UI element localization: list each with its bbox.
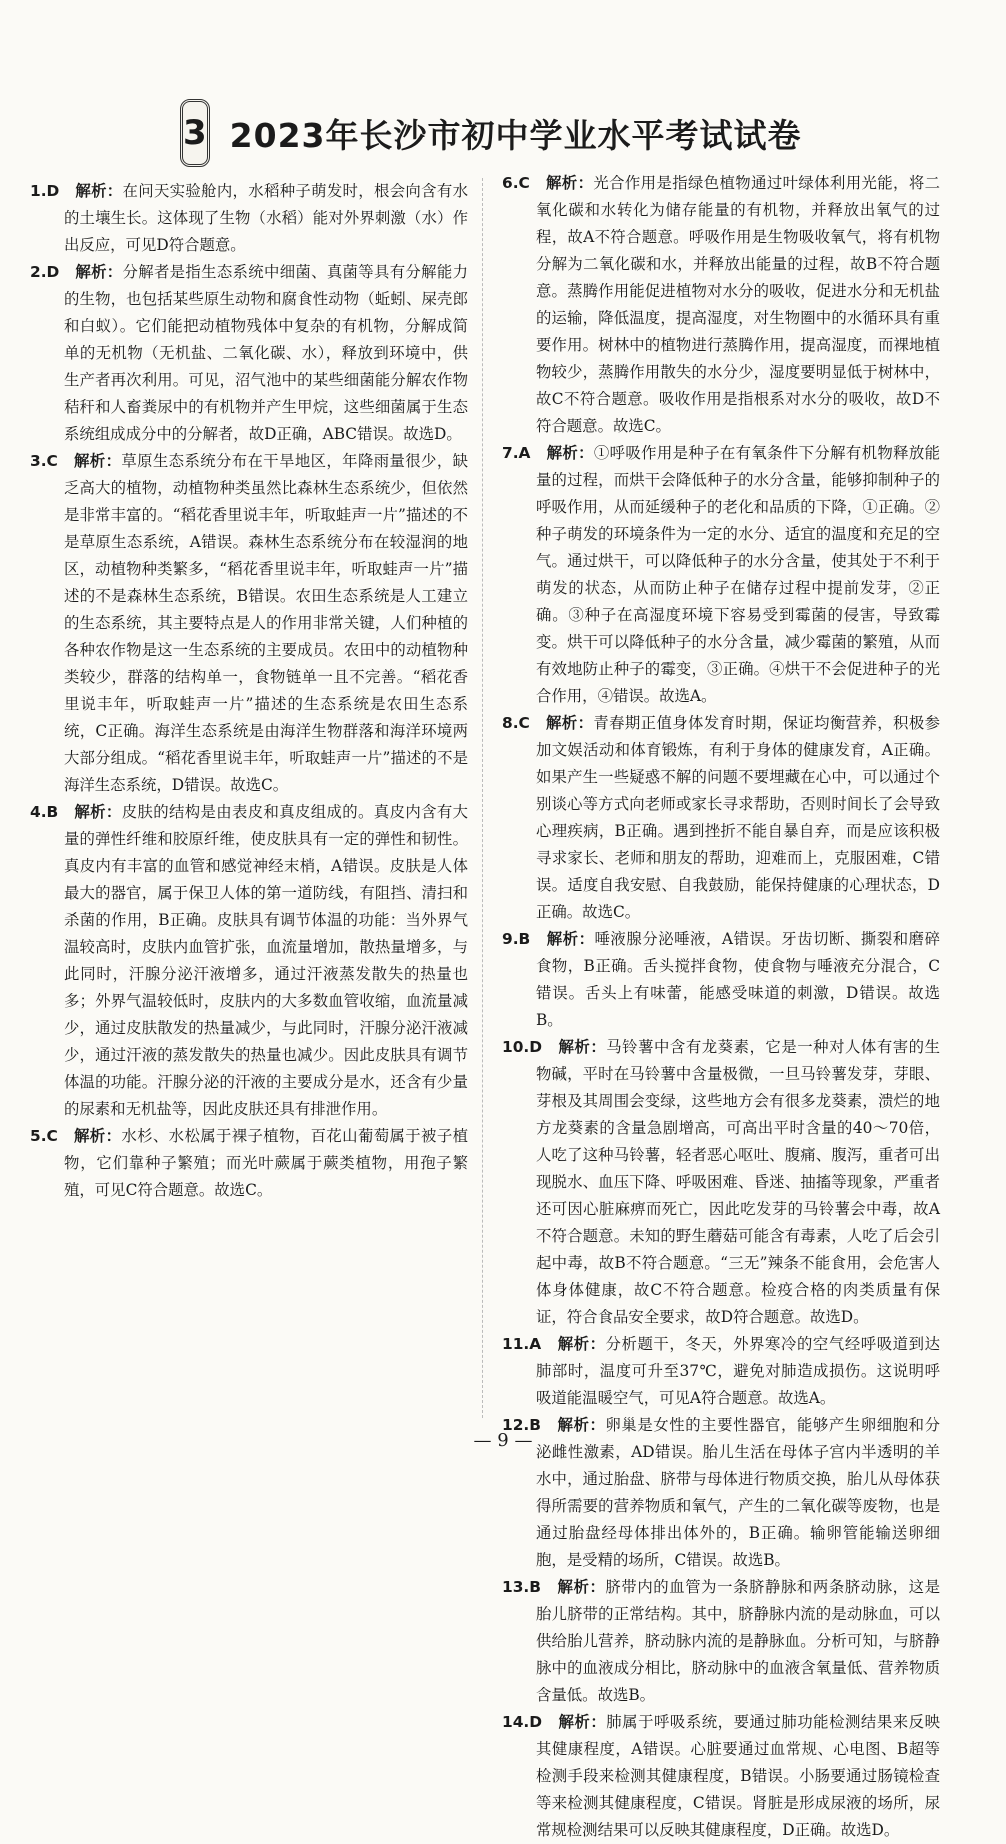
left-column [30, 178, 468, 1204]
item-number: 10.D [502, 1038, 559, 1056]
item-number: 13.B [502, 1578, 558, 1596]
answer-item-7 [502, 440, 940, 710]
item-number: 14.D [502, 1713, 559, 1731]
analysis-text: 在问天实验舱内，水稻种子萌发时，根会向含有水的土壤生长。这体现了生物（水稻）能对外界刺激（水）作出反应，可见D符合题意。 [64, 182, 468, 254]
analysis-label: 解析： [74, 803, 122, 821]
item-number: 11.A [502, 1335, 558, 1353]
answer-item-6 [502, 170, 940, 440]
item-number: 6.C [502, 174, 547, 192]
analysis-text: 青春期正值身体发育时期，保证均衡营养，积极参加文娱活动和体育锻炼，有利于身体的健康发育，A正确。如果产生一些疑惑不解的问题不要埋藏在心中，可以通过个别谈心等方式向老师或家长寻求帮助，否则时间长了会导致心理疾病，B正确。遇到挫折不能自暴自弃，而是应该积极寻求家长、老师和朋友的帮助，迎难而上，克服困难，C错误。适度自我安慰、自我鼓励，能保持健康的心理状态，D正确。故选C。 [536, 714, 940, 921]
answer-item-9 [502, 926, 940, 1034]
item-number: 4.B [30, 803, 75, 821]
analysis-text: 草原生态系统分布在干旱地区，年降雨量很少，缺乏高大的植物，动植物种类虽然比森林生态系统少，但依然是非常丰富的。“稻花香里说丰年，听取蛙声一片”描述的不是草原生态系统，A错误。森林生态系统分布在较湿润的地区，动植物种类繁多，“稻花香里说丰年，听取蛙声一片”描述的不是森林生态系统，B错误。农田生态系统是人工建立的生态系统，其主要特点是人的作用非常关键，人们种植的各种农作物是这一生态系统的主要成员。农田中的动植物种类较少，群落的结构单一，食物链单一且不完善。“稻花香里说丰年，听取蛙声一片”描述的生态系统是农田生态系统，C正确。海洋生态系统是由海洋生物群落和海洋环境两大部分组成。“稻花香里说丰年，听取蛙声一片”描述的不是海洋生态系统，D错误。故选C。 [64, 452, 468, 794]
analysis-text: 分解者是指生态系统中细菌、真菌等具有分解能力的生物，也包括某些原生动物和腐食性动物（蚯蚓、屎壳郎和白蚁）。它们能把动植物残体中复杂的有机物，分解成简单的无机物（无机盐、二氧化碳、水），释放到环境中，供生产者再次利用。可见，沼气池中的某些细菌能分解农作物秸秆和人畜粪尿中的有机物并产生甲烷，这些细菌属于生态系统组成成分中的分解者，故D正确，ABC错误。故选D。 [64, 263, 468, 443]
analysis-label: 解析： [557, 1335, 606, 1353]
item-number: 8.C [502, 714, 547, 732]
answer-item-2 [30, 259, 468, 448]
item-number: 3.C [30, 452, 75, 470]
analysis-label: 解析： [557, 1578, 606, 1596]
answer-item-3 [30, 448, 468, 799]
answer-item-10 [502, 1034, 940, 1331]
item-number: 2.D [30, 263, 76, 281]
analysis-text: 马铃薯中含有龙葵素，它是一种对人体有害的生物碱，平时在马铃薯中含量极微，一旦马铃薯发芽，芽眼、芽根及其周围会变绿，这些地方会有很多龙葵素，溃烂的地方龙葵素的含量急剧增高，可高出平时含量的40～70倍，人吃了这种马铃薯，轻者恶心呕吐、腹痛、腹泻，重者可出现脱水、血压下降、呼吸困难、昏迷、抽搐等现象，严重者还可因心脏麻痹而死亡，因此吃发芽的马铃薯会中毒，故A不符合题意。未知的野生蘑菇可能含有毒素，人吃了后会引起中毒，故B不符合题意。“三无”辣条不能食用，会危害人体身体健康，故C不符合题意。检疫合格的肉类质量有保证，符合食品安全要求，故D符合题意。故选D。 [536, 1038, 940, 1326]
item-number: 12.B [502, 1416, 558, 1434]
analysis-text: 唾液腺分泌唾液，A错误。牙齿切断、撕裂和磨碎食物，B正确。舌头搅拌食物，使食物与唾液充分混合，C错误。舌头上有味蕾，能感受味道的刺激，D错误。故选B。 [536, 930, 940, 1029]
item-number: 1.D [30, 182, 76, 200]
answer-item-5 [30, 1123, 468, 1204]
page-title: 2023年长沙市初中学业水平考试试卷 [229, 115, 802, 155]
answer-item-11 [502, 1331, 940, 1412]
answer-item-8 [502, 710, 940, 926]
answer-item-13 [502, 1574, 940, 1709]
item-number: 5.C [30, 1127, 75, 1145]
right-column [502, 170, 940, 1844]
item-number: 9.B [502, 930, 547, 948]
analysis-text: 水杉、水松属于裸子植物，百花山葡萄属于被子植物，它们靠种子繁殖；而光叶蕨属于蕨类植物，用孢子繁殖，可见C符合题意。故选C。 [64, 1127, 468, 1199]
analysis-text: 卵巢是女性的主要性器官，能够产生卵细胞和分泌雌性激素，AD错误。胎儿生活在母体子宫内半透明的羊水中，通过胎盘、脐带与母体进行物质交换，胎儿从母体获得所需要的营养物质和氧气，产生的二氧化碳等废物，也是通过胎盘经母体排出体外的，B正确。输卵管能输送卵细胞，是受精的场所，C错误。故选B。 [536, 1416, 940, 1569]
page-footer: — 9 — [473, 1430, 533, 1451]
analysis-label: 解析： [546, 714, 594, 732]
item-number: 7.A [502, 444, 547, 462]
analysis-label: 解析： [558, 1713, 607, 1731]
analysis-text: 分析题干，冬天，外界寒冷的空气经呼吸道到达肺部时，温度可升至37℃，避免对肺造成损伤。这说明呼吸道能温暖空气，可见A符合题意。故选A。 [536, 1335, 940, 1407]
analysis-text: 脐带内的血管为一条脐静脉和两条脐动脉，这是胎儿脐带的正常结构。其中，脐静脉内流的是动脉血，可以供给胎儿营养，脐动脉内流的是静脉血。分析可知，与脐静脉中的血液成分相比，脐动脉中的血液含氧量低、营养物质含量低。故选B。 [536, 1578, 940, 1704]
analysis-text: ①呼吸作用是种子在有氧条件下分解有机物释放能量的过程，而烘干会降低种子的水分含量，能够抑制种子的呼吸作用，从而延缓种子的老化和品质的下降，①正确。②种子萌发的环境条件为一定的水分、适宜的温度和充足的空气。通过烘干，可以降低种子的水分含量，使其处于不利于萌发的状态，从而防止种子在储存过程中提前发芽，②正确。③种子在高湿度环境下容易受到霉菌的侵害，导致霉变。烘干可以降低种子的水分含量，减少霉菌的繁殖，从而有效地防止种子的霉变，③正确。④烘干不会促进种子的光合作用，④错误。故选A。 [536, 444, 940, 705]
analysis-label: 解析： [75, 263, 123, 281]
column-divider [482, 178, 483, 1418]
analysis-label: 解析： [558, 1038, 607, 1056]
answer-item-14 [502, 1709, 940, 1844]
analysis-label: 解析： [74, 452, 122, 470]
analysis-label: 解析： [546, 930, 595, 948]
analysis-text: 皮肤的结构是由表皮和真皮组成的。真皮内含有大量的弹性纤维和胶原纤维，使皮肤具有一定的弹性和韧性。真皮内有丰富的血管和感觉神经末梢，A错误。皮肤是人体最大的器官，属于保卫人体的第一道防线，有阻挡、清扫和杀菌的作用，B正确。皮肤具有调节体温的功能：当外界气温较高时，皮肤内血管扩张，血流量增加，散热量增多，与此同时，汗腺分泌汗液增多，通过汗液蒸发散失的热量也多；外界气温较低时，皮肤内的大多数血管收缩，血流量减少，通过皮肤散发的热量减少，与此同时，汗腺分泌汗液减少，通过汗液的蒸发散失的热量也减少。因此皮肤具有调节体温的功能。汗腺分泌的汗液的主要成分是水，还含有少量的尿素和无机盐等，因此皮肤还具有排泄作用。 [64, 803, 468, 1118]
analysis-label: 解析： [75, 182, 123, 200]
answer-item-1 [30, 178, 468, 259]
answer-item-4 [30, 799, 468, 1123]
analysis-label: 解析： [557, 1416, 606, 1434]
analysis-label: 解析： [546, 174, 594, 192]
page-number: 9 [497, 1430, 509, 1451]
analysis-label: 解析： [74, 1127, 122, 1145]
analysis-text: 光合作用是指绿色植物通过叶绿体利用光能，将二氧化碳和水转化为储存能量的有机物，并释放出氧气的过程，故A不符合题意。呼吸作用是生物吸收氧气，将有机物分解为二氧化碳和水，并释放出能量的过程，故B不符合题意。蒸腾作用能促进植物对水分的吸收，促进水分和无机盐的运输，降低温度，提高湿度，对生物圈中的水循环具有重要作用。树林中的植物进行蒸腾作用，提高湿度，而裸地植物较少，蒸腾作用散失的水分少，湿度要明显低于树林中，故C不符合题意。吸收作用是指根系对水分的吸收，故D不符合题意。故选C。 [536, 174, 940, 435]
analysis-text: 肺属于呼吸系统，要通过肺功能检测结果来反映其健康程度，A错误。心脏要通过血常规、心电图、B超等检测手段来检测其健康程度，B错误。小肠要通过肠镜检查等来检测其健康程度，C错误。肾脏是形成尿液的场所，尿常规检测结果可以反映其健康程度，D正确。故选D。 [536, 1713, 940, 1839]
page-header [180, 98, 800, 168]
section-number-badge: 3 [180, 99, 210, 167]
analysis-label: 解析： [546, 444, 594, 462]
